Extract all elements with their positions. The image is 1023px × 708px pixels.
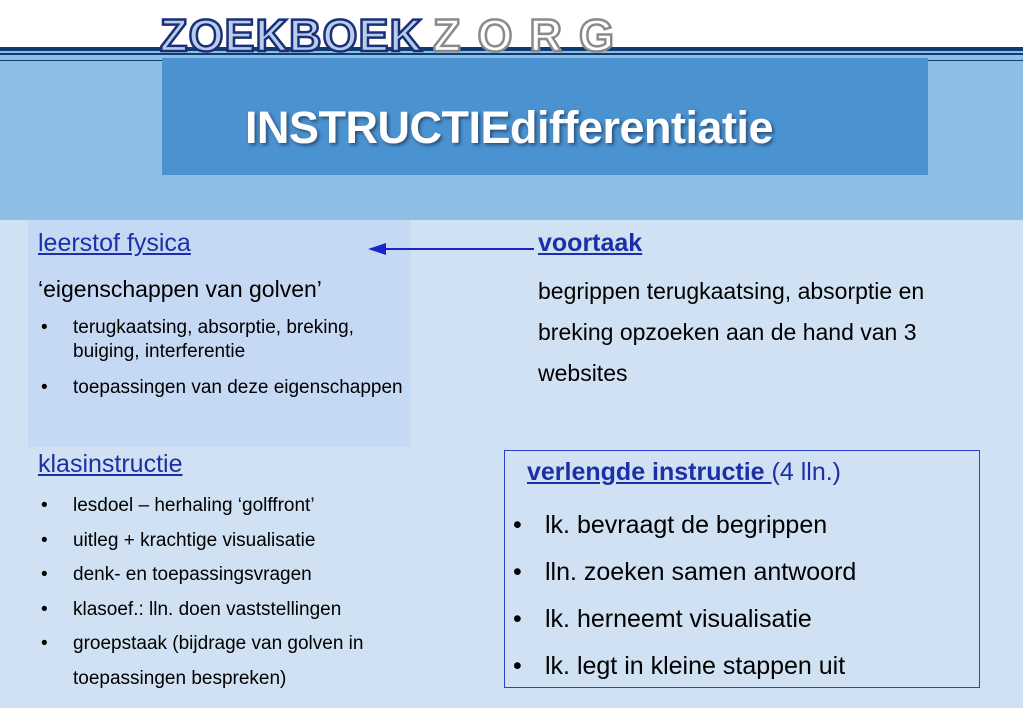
arrow-left-icon	[368, 237, 538, 261]
list-item: • lln. zoeken samen antwoord	[510, 549, 970, 596]
voortaak-heading: voortaak	[538, 229, 643, 257]
klasinstructie-heading: klasinstructie	[38, 450, 183, 478]
bullet-icon: •	[41, 564, 48, 585]
bullet-icon: •	[513, 652, 522, 680]
list-item: • lk. legt in kleine stappen uit	[510, 643, 970, 690]
list-item: • lk. bevraagt de begrippen	[510, 502, 970, 549]
bullet-icon: •	[513, 605, 522, 633]
list-item: • uitleg + krachtige visualisatie	[38, 524, 408, 559]
page-title: INSTRUCTIEdifferentiatie	[245, 102, 774, 153]
bullet-icon: •	[513, 511, 522, 539]
bullet-icon: •	[41, 495, 48, 516]
brand-part1: ZOEKBOEK	[160, 10, 424, 61]
list-item: • toepassingen van deze eigenschappen	[41, 377, 403, 398]
bullet-icon: •	[41, 633, 48, 654]
bullet-icon: •	[41, 317, 48, 338]
leerstof-heading: leerstof fysica	[38, 229, 191, 257]
klasinstructie-list	[38, 489, 408, 696]
leerstof-list	[38, 316, 408, 412]
bullet-icon: •	[41, 529, 48, 551]
verlengde-heading	[527, 458, 841, 487]
list-item: • denk- en toepassingsvragen	[38, 558, 408, 593]
leerstof-subtitle: ‘eigenschappen van golven’	[38, 276, 322, 302]
verlengde-count: (4 lln.)	[771, 458, 841, 486]
verlengde-heading-link: verlengde instructie	[527, 458, 772, 486]
brand-part2: ZORG	[433, 10, 632, 61]
list-item: • terugkaatsing, absorptie, breking, buiging, interferentie	[41, 317, 354, 362]
list-item: • klasoef.: lln. doen vaststellingen	[38, 593, 408, 628]
list-item: • groepstaak (bijdrage van golven in toepassingen bespreken)	[38, 627, 393, 696]
bullet-icon: •	[41, 377, 48, 398]
voortaak-body: begrippen terugkaatsing, absorptie en breking opzoeken aan de hand van 3 websites	[538, 278, 925, 386]
brand-logo	[160, 6, 631, 66]
bullet-icon: •	[41, 598, 48, 620]
bullet-icon: •	[513, 558, 522, 586]
list-item: • lesdoel – herhaling ‘golffront’	[38, 489, 408, 524]
verlengde-list	[510, 502, 970, 690]
list-item: • lk. herneemt visualisatie	[510, 596, 970, 643]
